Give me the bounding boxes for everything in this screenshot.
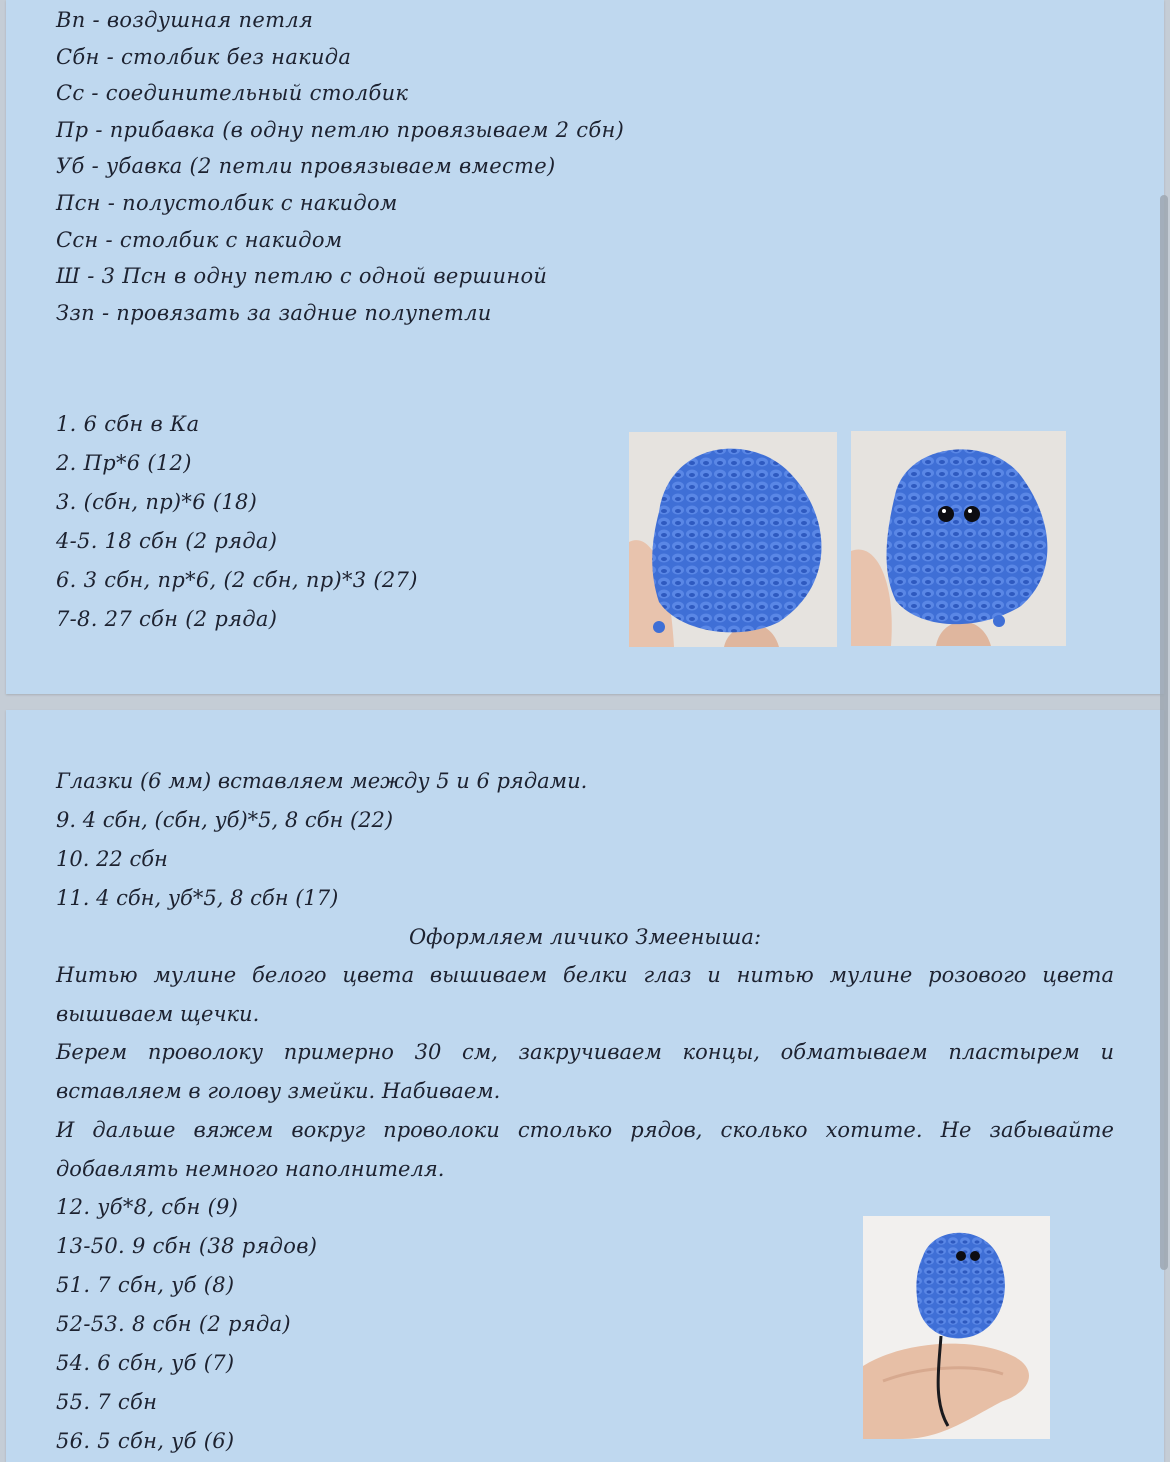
pattern-row: 2. Пр*6 (12)	[56, 451, 192, 475]
pattern-rows-1	[56, 405, 418, 639]
pattern-row: 3. (сбн, пр)*6 (18)	[56, 490, 258, 514]
legend-item: Сс - соединительный столбик	[56, 81, 409, 106]
instruction-paragraph: И дальше вяжем вокруг проволоки столько рядов, сколько хотите. Не забывайте добавлять немного наполнителя.	[56, 1118, 1114, 1181]
pattern-row: 52-53. 8 сбн (2 ряда)	[56, 1312, 291, 1336]
pattern-row: 1. 6 сбн в Ка	[56, 412, 200, 436]
pattern-row: 55. 7 сбн	[56, 1390, 158, 1414]
legend-item: Ш - 3 Псн в одну петлю с одной вершиной	[56, 264, 548, 289]
legend-item: Псн - полустолбик с накидом	[56, 190, 398, 215]
pattern-row: 4-5. 18 сбн (2 ряда)	[56, 529, 278, 553]
pattern-row: 12. уб*8, сбн (9)	[56, 1195, 239, 1219]
pattern-row: 51. 7 сбн, уб (8)	[56, 1273, 235, 1297]
legend-item: Ссн - столбик с накидом	[56, 227, 343, 252]
pattern-row: 7-8. 27 сбн (2 ряда)	[56, 607, 278, 631]
scrollbar[interactable]	[1160, 195, 1168, 1270]
pattern-row: 11. 4 сбн, уб*5, 8 сбн (17)	[56, 886, 339, 910]
legend-item: Ззп - провязать за задние полупетли	[56, 300, 492, 325]
instruction-paragraph: Нитью мулине белого цвета вышиваем белки глаз и нитью мулине розового цвета вышиваем щечки.	[56, 963, 1114, 1026]
pattern-row: 13-50. 9 сбн (38 рядов)	[56, 1234, 318, 1258]
instruction-paragraph: Берем проволоку примерно 30 см, закручиваем концы, обматываем пластырем и вставляем в голову змейки. Набиваем.	[56, 1040, 1114, 1103]
face-heading: Оформляем личико Змееныша:	[408, 925, 762, 949]
page-2	[6, 710, 1164, 1462]
pattern-row: 6. 3 сбн, пр*6, (2 сбн, пр)*3 (27)	[56, 568, 418, 592]
legend-item: Вп - воздушная петля	[56, 8, 314, 32]
head-on-wire-photo	[863, 1216, 1050, 1439]
legend-item: Уб - убавка (2 петли провязываем вместе)	[56, 154, 556, 179]
pattern-row: 10. 22 сбн	[56, 847, 168, 871]
pattern-row: 56. 5 сбн, уб (6)	[56, 1429, 235, 1453]
head-side-photo	[629, 432, 837, 647]
pattern-row: 54. 6 сбн, уб (7)	[56, 1351, 235, 1375]
legend-item: Сбн - столбик без накида	[56, 44, 352, 69]
eyes-note: Глазки (6 мм) вставляем между 5 и 6 рядами.	[56, 769, 588, 793]
pattern-rows-3	[56, 1188, 317, 1461]
legend-item: Пр - прибавка (в одну петлю провязываем 2 сбн)	[56, 117, 625, 142]
abbreviation-legend	[56, 2, 624, 331]
page-1	[6, 0, 1164, 694]
pattern-row: 9. 4 сбн, (сбн, уб)*5, 8 сбн (22)	[56, 808, 394, 832]
head-front-photo	[851, 431, 1066, 646]
